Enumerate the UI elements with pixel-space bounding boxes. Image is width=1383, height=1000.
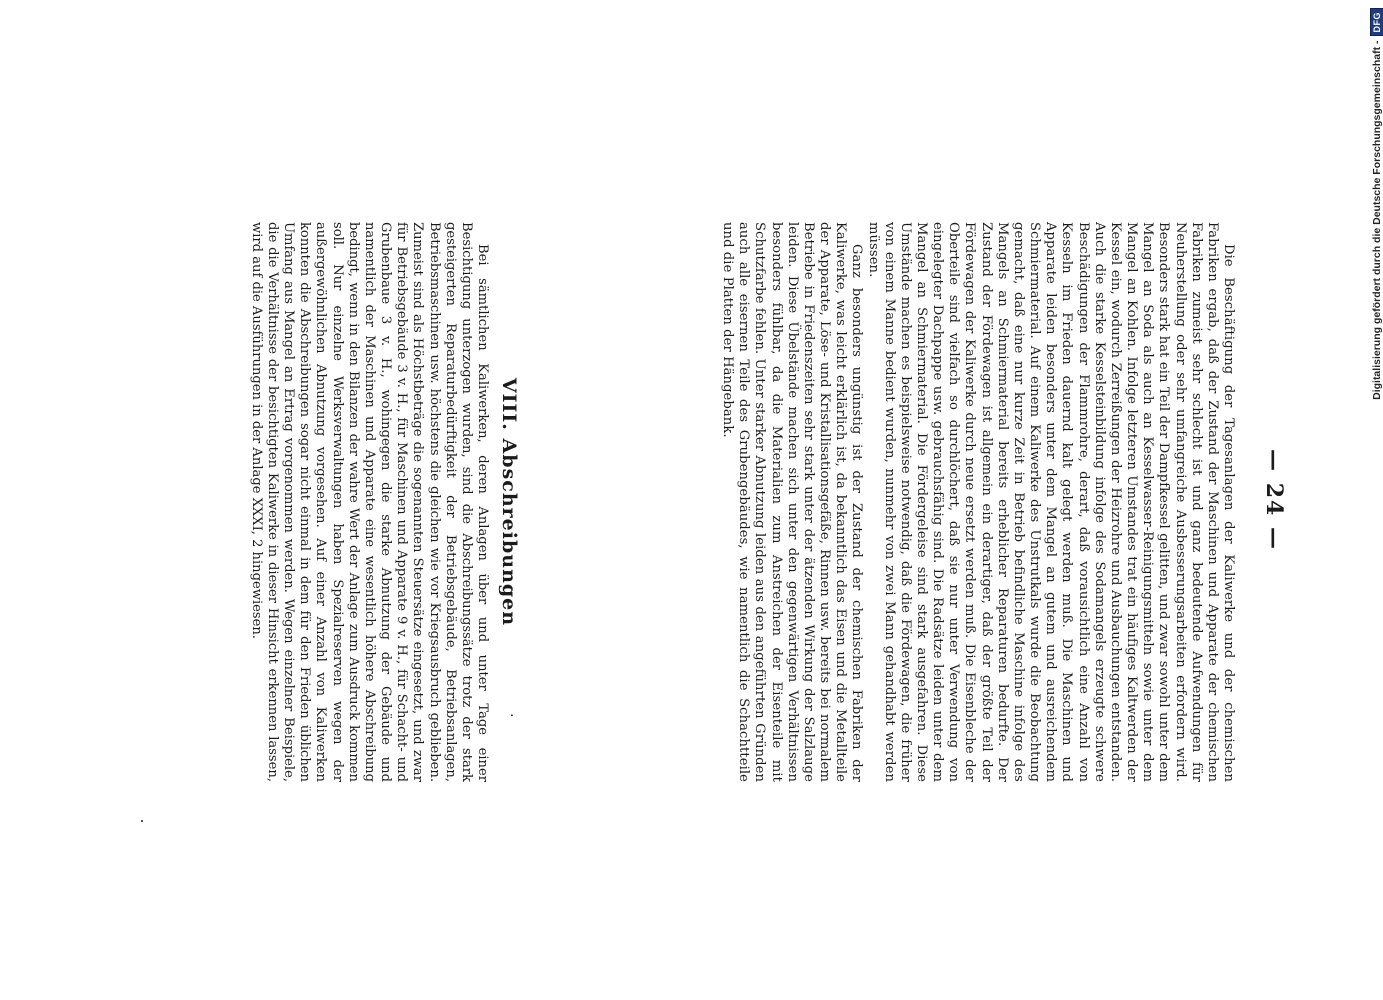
dfg-margin-note [1366, 8, 1383, 998]
scan-speck [141, 820, 143, 822]
stray-mark: . [507, 713, 523, 718]
page-number: — 24 — [1261, 449, 1287, 551]
dfg-logo-icon: DFG [1370, 8, 1383, 37]
section-heading: VIII. Abschreibungen [498, 377, 520, 627]
paragraph: Ganz besonders ungünstig ist der Zustand der chemischen Fabriken der Kaliwerke, was leicht erklärlich ist, da bekanntlich das Eisen und die Metallteile der Apparate, Löse- und Kristallisationsgefäße, Rinnen usw. bereits bei normalem Betriebe in Friedenszeiten sehr stark unter der ätzenden Wirkung der Salzlauge leiden. Diese Übelstände machen sich unter den gegenwärtigen Verhältnissen besonders fühlbar, da die Materialien zum Anstreichen der Eisenteile mit Schutzfarbe fehlen. Unter starker Abnutzung leiden aus den angeführten Gründen auch alle eisernen Teile des Grubengebäudes, wie namentlich die Schachtteile und die Platten der Hängebank. [720, 222, 865, 782]
paragraph: Die Beschäftigung der Tagesanlagen der Kaliwerke und der chemischen Fabriken ergab, daß der Zustand der Maschinen und Apparate der chemischen Fabriken zumeist sehr schlecht ist und ganz bedeutende Aufwendungen für Neuherstellung oder sehr umfangreiche Ausbesserungsarbeiten erfordern wird. Besonders stark hat ein Teil der Dampfkessel gelitten, und zwar sowohl unter dem Mangel an Soda als auch an Kesselwasser-Reinigungsmitteln sowie unter dem Mangel an Kohlen. Infolge letzteren Umstandes trat ein häufiges Kaltwerden der Kessel ein, wodurch Zerreißungen der Heizrohre und Ausbauchungen entstanden. Auch die starke Kesselsteinbildung infolge des Sodamangels erzeugte schwere Beschädigungen der Flammrohre, derart, daß vorausichtlich eine Anzahl von Kesseln im Frieden dauernd kalt gelegt werden muß. Die Maschinen und Apparate leiden besonders unter dem Mangel an gutem und ausreichendem Schmiermaterial. Auf einem Kaliwerke des Unstrutkals wurde die Beobachtung gemacht, daß eine nur kurze Zeit in Betrieb befindliche Maschine infolge des Mangels an Schmiermaterial bereits erheblicher Reparaturen bedurfte. Der Zustand der Fördewagen ist allgemein ein derartiger, daß der größte Teil der Fördewagen der Kaliwerke durch neue ersetzt werden muß. Die Eisenbleche der Oberteile sind vielfach so durchlöchert, daß sie nur unter Verwendung von eingelegter Dachpappe usw. gebrauchsfähig sind. Die Radsätze leiden unter dem Mangel an Schmiermaterial. Die Fördergeleise sind stark ausgefahren. Diese Umstände machen es beispielsweise notwendig, daß die Fördewagen, die früher von einem Manne bedient wurden, nunmehr von zwei Mann gehandhabt werden müssen. [865, 222, 1236, 782]
dfg-credit-text: Digitalisierung gefördert durch die Deutsche Forschungsgemeinschaft - [1371, 40, 1383, 400]
section-text [248, 222, 490, 782]
body-text [719, 222, 1236, 782]
paragraph: Bei sämtlichen Kaliwerken, deren Anlagen über und unter Tage einer Besichtigung unterzogen wurden, sind die Abschreibungssätze trotz der stark gesteigerten Reparaturbedürftigkeit der Betriebsgebäude, Betriebsanlagen, Betriebsmaschinen usw. höchstens die gleichen wie vor Kriegsausbruch geblieben. Zumeist sind als Höchstbeträge die sogenannten Steuersätze eingesetzt, und zwar für Betriebsgebäude 3 v. H., für Maschinen und Apparate 9 v. H., für Schacht- und Grubenbaue 3 v. H., wohingegen die starke Abnutzung der Gebäude und namentlich der Maschinen und Apparate eine wesentlich höhere Abschreibung bedingt, wenn in den Bilanzen der wahre Wert der Anlage zum Ausdruck kommen soll. Nur einzelne Werksverwaltungen haben Spezialreserven wegen der außergewöhnlichen Abnutzung vorgesehen. Auf einer Anzahl von Kaliwerken konnten die Abschreibungen sogar nicht einmal in dem für den Frieden üblichen Umfang aus Mangel an Ertrag vorgenommen werden. Wegen einzelner Beispiele, die die Verhältnisse der besichtigten Kaliwerke in dieser Hinsicht erkennen lassen, wird auf die Ausführungen in der Anlage XXXI, 2 hingewiesen. [248, 222, 490, 782]
